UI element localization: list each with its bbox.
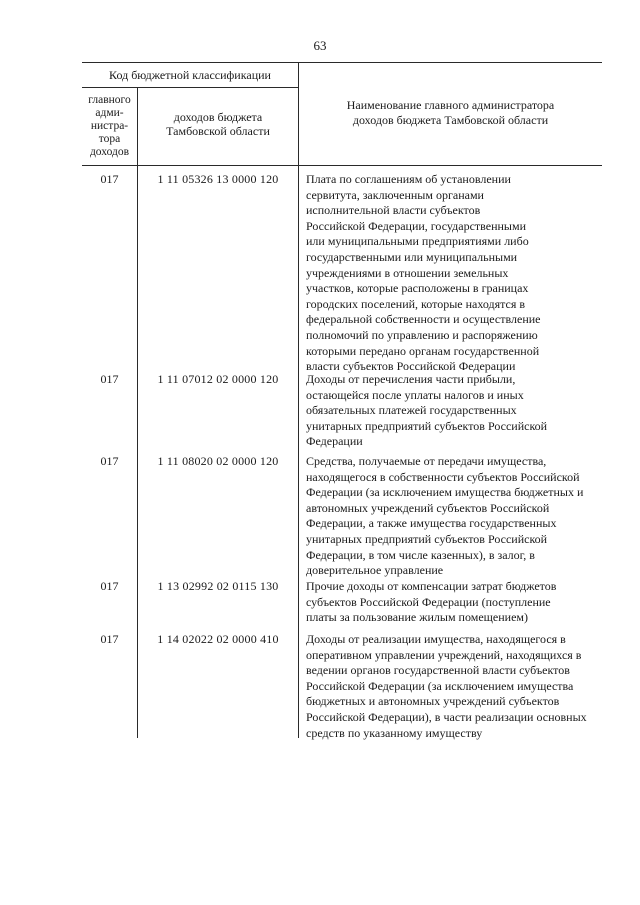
income-code-cell: 1 11 08020 02 0000 120 <box>157 454 279 468</box>
income-code-cell: 1 14 02022 02 0000 410 <box>157 632 279 646</box>
column-divider-2 <box>298 62 299 738</box>
header-admin-column: главного адми- нистра- тора доходов <box>88 94 131 158</box>
income-code-cell: 1 13 02992 02 0115 130 <box>157 579 279 593</box>
income-name-cell: Прочие доходы от компенсации затрат бюджетов субъектов Российской Федерации (поступление платы за пользование жилым помещением) <box>306 579 557 625</box>
admin-code-cell: 017 <box>100 372 119 386</box>
income-name-cell: Средства, получаемые от передачи имущества, находящегося в собственности субъектов Российской Федерации (за исключением имущества бюджетных и автономных учреждений субъектов Российской Федерации, а также имущества государственных унитарных предприятий субъектов Российской Федерации, в том числе казенных), в залог, в доверительное управление <box>306 454 584 578</box>
income-name-cell: Доходы от реализации имущества, находящегося в оперативном управлении учреждений, находящихся в ведении органов государственной власти субъектов Российской Федерации (за исключением имущества бюджетных и автономных учреждений субъектов Российской Федерации), в части реализации основных средств по указанному имуществу <box>306 632 587 740</box>
admin-code-cell: 017 <box>100 172 119 186</box>
table-top-rule <box>82 62 602 63</box>
income-code-cell: 1 11 05326 13 0000 120 <box>157 172 279 186</box>
admin-code-cell: 017 <box>100 632 119 646</box>
header-code-group: Код бюджетной классификации <box>109 68 271 82</box>
income-name-cell: Плата по соглашениям об установлении сервитута, заключенным органами исполнительной власти субъектов Российской Федерации, государственными или муниципальными предприятиями либо государственными или муниципальными учреждениями в отношении земельных участков, которые расположены в границах городских поселений, которые находятся в федеральной собственности и осуществление полномочий по управлению и распоряжению которыми передано органам государственной власти субъектов Российской Федерации <box>306 172 541 374</box>
admin-code-cell: 017 <box>100 579 119 593</box>
header-bottom-rule <box>82 165 602 166</box>
header-group-rule <box>82 87 298 88</box>
header-income-column: доходов бюджета Тамбовской области <box>166 110 270 138</box>
budget-classification-table <box>82 62 602 738</box>
header-name-column: Наименование главного администратора доходов бюджета Тамбовской области <box>346 98 555 127</box>
income-code-cell: 1 11 07012 02 0000 120 <box>157 372 279 386</box>
admin-code-cell: 017 <box>100 454 119 468</box>
income-name-cell: Доходы от перечисления части прибыли, остающейся после уплаты налогов и иных обязательных платежей государственных унитарных предприятий субъектов Российской Федерации <box>306 372 548 449</box>
page-number: 63 <box>313 38 327 53</box>
